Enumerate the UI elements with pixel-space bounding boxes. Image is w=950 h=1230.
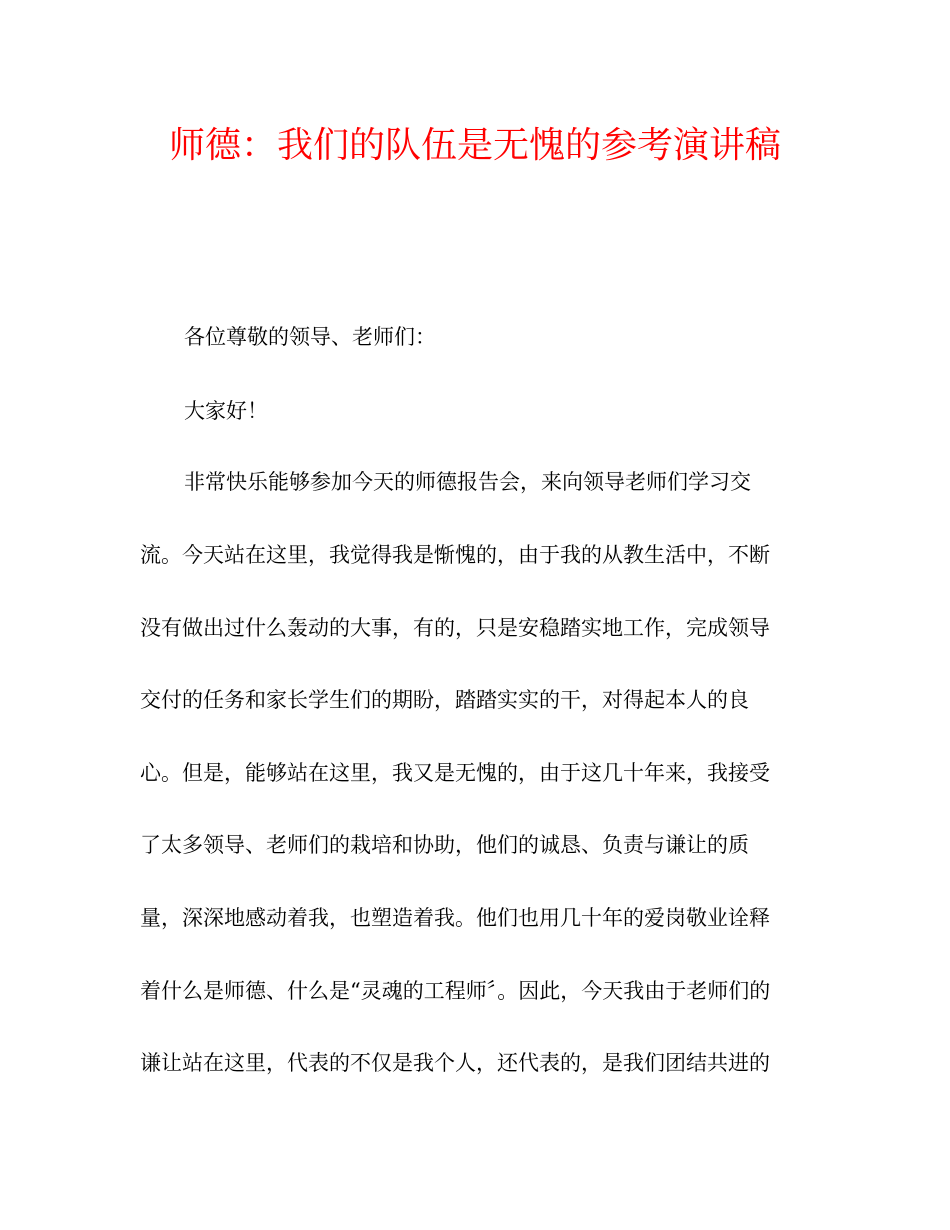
body-line: 心。但是，能够站在这里，我又是无愧的，由于这几十年来，我接受 <box>140 761 770 785</box>
body-line: 流。今天站在这里，我觉得我是惭愧的，由于我的从教生活中，不断 <box>140 543 770 567</box>
salutation: 各位尊敬的领导、老师们： <box>184 325 436 349</box>
body-line: 交付的任务和家长学生们的期盼，踏踏实实的干，对得起本人的良 <box>140 688 749 712</box>
body-line: 着什么是师德、什么是“灵魂的工程师〞。因此，今天我由于老师们的 <box>140 979 771 1003</box>
body-line: 量，深深地感动着我，也塑造着我。他们也用几十年的爱岗敬业诠释 <box>140 906 770 930</box>
body-line: 非常快乐能够参加今天的师德报告会，来向领导老师们学习交 <box>184 470 751 494</box>
body-line: 了太多领导、老师们的栽培和协助，他们的诚恳、负责与谦让的质 <box>140 833 749 857</box>
greeting: 大家好！ <box>184 399 268 423</box>
body-line: 没有做出过什么轰动的大事，有的，只是安稳踏实地工作，完成领导 <box>140 616 770 640</box>
document-title: 师德：我们的队伍是无愧的参考演讲稿 <box>168 125 781 166</box>
body-line: 谦让站在这里，代表的不仅是我个人，还代表的，是我们团结共进的 <box>140 1051 770 1075</box>
